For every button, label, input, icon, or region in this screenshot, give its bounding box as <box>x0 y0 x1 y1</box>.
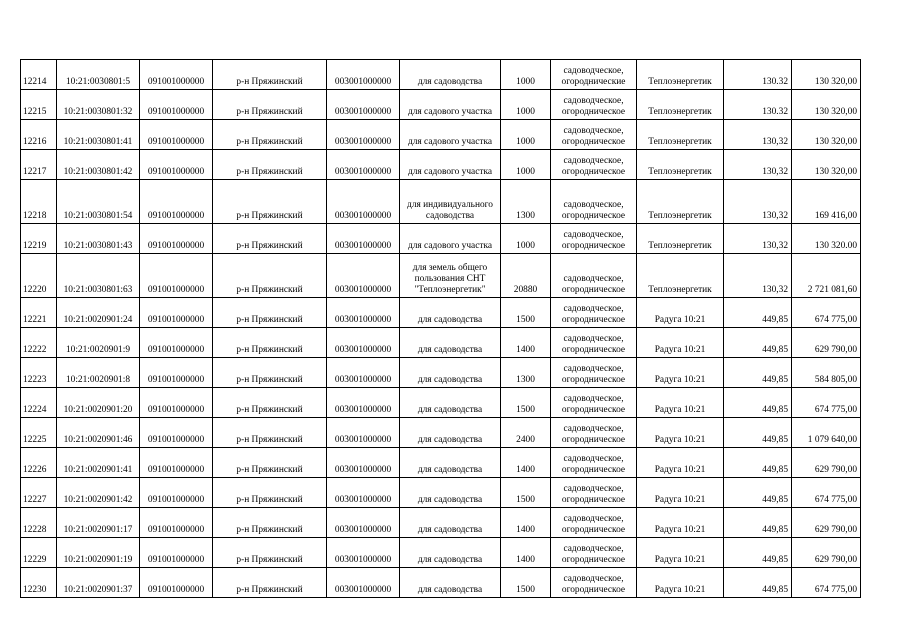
cadastral-value: 674 775,00 <box>792 478 861 508</box>
land-category: садоводческое, огородническое <box>551 388 637 418</box>
land-category: садоводческое, огородническое <box>551 150 637 180</box>
district: р-н Пряжинский <box>213 328 327 358</box>
land-category: садоводческое, огородническое <box>551 508 637 538</box>
oktmo-code: 003001000000 <box>327 358 400 388</box>
table-row <box>21 180 861 224</box>
land-category: садоводческое, огородническое <box>551 328 637 358</box>
okato-code: 091001000000 <box>140 478 213 508</box>
land-category: садоводческое, огородническое <box>551 418 637 448</box>
cadastral-value: 674 775,00 <box>792 568 861 598</box>
association-name: Радуга 10:21 <box>637 418 724 448</box>
cadastral-number: 10:21:0030801:32 <box>57 90 140 120</box>
row-number: 12230 <box>21 568 57 598</box>
okato-code: 091001000000 <box>140 150 213 180</box>
cadastral-number: 10:21:0020901:42 <box>57 478 140 508</box>
row-number: 12218 <box>21 180 57 224</box>
permitted-use: для садового участка <box>400 90 501 120</box>
cadastral-number: 10:21:0020901:46 <box>57 418 140 448</box>
table-row <box>21 508 861 538</box>
cadastral-value: 130 320,00 <box>792 60 861 90</box>
land-category: садоводческое, огородническое <box>551 538 637 568</box>
oktmo-code: 003001000000 <box>327 328 400 358</box>
rate-per-sqm: 130.32 <box>724 90 792 120</box>
oktmo-code: 003001000000 <box>327 60 400 90</box>
table-row <box>21 388 861 418</box>
okato-code: 091001000000 <box>140 254 213 298</box>
okato-code: 091001000000 <box>140 418 213 448</box>
oktmo-code: 003001000000 <box>327 298 400 328</box>
permitted-use: для садоводства <box>400 298 501 328</box>
cadastral-number: 10:21:0020901:8 <box>57 358 140 388</box>
district: р-н Пряжинский <box>213 568 327 598</box>
oktmo-code: 003001000000 <box>327 478 400 508</box>
association-name: Теплоэнергетик <box>637 90 724 120</box>
association-name: Теплоэнергетик <box>637 60 724 90</box>
area: 1300 <box>501 358 551 388</box>
permitted-use: для садового участка <box>400 150 501 180</box>
okato-code: 091001000000 <box>140 90 213 120</box>
land-category: садоводческое, огородническое <box>551 254 637 298</box>
district: р-н Пряжинский <box>213 418 327 448</box>
area: 1500 <box>501 298 551 328</box>
row-number: 12226 <box>21 448 57 478</box>
table-row <box>21 448 861 478</box>
cadastral-number: 10:21:0030801:43 <box>57 224 140 254</box>
land-category: садоводческое, огородническое <box>551 90 637 120</box>
area: 1000 <box>501 150 551 180</box>
district: р-н Пряжинский <box>213 180 327 224</box>
area: 1500 <box>501 388 551 418</box>
area: 1000 <box>501 90 551 120</box>
association-name: Радуга 10:21 <box>637 538 724 568</box>
okato-code: 091001000000 <box>140 224 213 254</box>
okato-code: 091001000000 <box>140 568 213 598</box>
row-number: 12214 <box>21 60 57 90</box>
okato-code: 091001000000 <box>140 60 213 90</box>
table-row <box>21 150 861 180</box>
table-row <box>21 120 861 150</box>
table-row <box>21 328 861 358</box>
rate-per-sqm: 130,32 <box>724 120 792 150</box>
district: р-н Пряжинский <box>213 508 327 538</box>
cadastral-number: 10:21:0030801:42 <box>57 150 140 180</box>
oktmo-code: 003001000000 <box>327 90 400 120</box>
land-category: садоводческое, огородническое <box>551 448 637 478</box>
rate-per-sqm: 449,85 <box>724 388 792 418</box>
row-number: 12221 <box>21 298 57 328</box>
district: р-н Пряжинский <box>213 538 327 568</box>
row-number: 12224 <box>21 388 57 418</box>
permitted-use: для садоводства <box>400 538 501 568</box>
table-row <box>21 298 861 328</box>
rate-per-sqm: 449,85 <box>724 358 792 388</box>
row-number: 12220 <box>21 254 57 298</box>
okato-code: 091001000000 <box>140 358 213 388</box>
oktmo-code: 003001000000 <box>327 224 400 254</box>
oktmo-code: 003001000000 <box>327 254 400 298</box>
district: р-н Пряжинский <box>213 224 327 254</box>
area: 1000 <box>501 60 551 90</box>
association-name: Теплоэнергетик <box>637 224 724 254</box>
district: р-н Пряжинский <box>213 388 327 418</box>
cadastral-value: 629 790,00 <box>792 448 861 478</box>
oktmo-code: 003001000000 <box>327 120 400 150</box>
cadastral-number: 10:21:0020901:20 <box>57 388 140 418</box>
cadastral-number: 10:21:0020901:24 <box>57 298 140 328</box>
area: 1400 <box>501 448 551 478</box>
permitted-use: для земель общего пользования СНТ "Теплоэнергетик" <box>400 254 501 298</box>
association-name: Радуга 10:21 <box>637 388 724 418</box>
land-category: садоводческое, огородническое <box>551 224 637 254</box>
cadastral-number: 10:21:0020901:17 <box>57 508 140 538</box>
row-number: 12219 <box>21 224 57 254</box>
row-number: 12223 <box>21 358 57 388</box>
row-number: 12229 <box>21 538 57 568</box>
oktmo-code: 003001000000 <box>327 418 400 448</box>
area: 2400 <box>501 418 551 448</box>
cadastral-number: 10:21:0030801:41 <box>57 120 140 150</box>
permitted-use: для садоводства <box>400 328 501 358</box>
rate-per-sqm: 130,32 <box>724 254 792 298</box>
district: р-н Пряжинский <box>213 120 327 150</box>
rate-per-sqm: 130,32 <box>724 150 792 180</box>
permitted-use: для садоводства <box>400 358 501 388</box>
association-name: Радуга 10:21 <box>637 328 724 358</box>
area: 20880 <box>501 254 551 298</box>
okato-code: 091001000000 <box>140 298 213 328</box>
district: р-н Пряжинский <box>213 298 327 328</box>
rate-per-sqm: 449,85 <box>724 508 792 538</box>
row-number: 12217 <box>21 150 57 180</box>
okato-code: 091001000000 <box>140 538 213 568</box>
cadastral-value: 629 790,00 <box>792 328 861 358</box>
row-number: 12215 <box>21 90 57 120</box>
cadastral-value: 629 790,00 <box>792 538 861 568</box>
oktmo-code: 003001000000 <box>327 538 400 568</box>
land-category: садоводческое, огородническое <box>551 180 637 224</box>
area: 1500 <box>501 568 551 598</box>
area: 1300 <box>501 180 551 224</box>
oktmo-code: 003001000000 <box>327 388 400 418</box>
permitted-use: для садоводства <box>400 478 501 508</box>
okato-code: 091001000000 <box>140 388 213 418</box>
cadastral-number: 10:21:0020901:41 <box>57 448 140 478</box>
rate-per-sqm: 449,85 <box>724 568 792 598</box>
table-row <box>21 568 861 598</box>
district: р-н Пряжинский <box>213 60 327 90</box>
district: р-н Пряжинский <box>213 448 327 478</box>
cadastral-number: 10:21:0020901:9 <box>57 328 140 358</box>
area: 1500 <box>501 478 551 508</box>
district: р-н Пряжинский <box>213 358 327 388</box>
permitted-use: для садового участка <box>400 120 501 150</box>
association-name: Радуга 10:21 <box>637 508 724 538</box>
rate-per-sqm: 449,85 <box>724 478 792 508</box>
association-name: Радуга 10:21 <box>637 358 724 388</box>
land-category: садоводческое, огородническое <box>551 358 637 388</box>
row-number: 12225 <box>21 418 57 448</box>
permitted-use: для индивидуального садоводства <box>400 180 501 224</box>
district: р-н Пряжинский <box>213 254 327 298</box>
rate-per-sqm: 449,85 <box>724 298 792 328</box>
district: р-н Пряжинский <box>213 478 327 508</box>
rate-per-sqm: 449,85 <box>724 448 792 478</box>
rate-per-sqm: 130,32 <box>724 224 792 254</box>
cadastral-value: 674 775,00 <box>792 388 861 418</box>
district: р-н Пряжинский <box>213 150 327 180</box>
association-name: Радуга 10:21 <box>637 568 724 598</box>
table-row <box>21 358 861 388</box>
oktmo-code: 003001000000 <box>327 508 400 538</box>
permitted-use: для садового участка <box>400 224 501 254</box>
okato-code: 091001000000 <box>140 508 213 538</box>
cadastral-value: 130 320.00 <box>792 224 861 254</box>
row-number: 12228 <box>21 508 57 538</box>
okato-code: 091001000000 <box>140 180 213 224</box>
rate-per-sqm: 449,85 <box>724 538 792 568</box>
cadastral-value: 130 320,00 <box>792 150 861 180</box>
association-name: Радуга 10:21 <box>637 448 724 478</box>
okato-code: 091001000000 <box>140 448 213 478</box>
okato-code: 091001000000 <box>140 120 213 150</box>
table-row <box>21 254 861 298</box>
cadastral-number: 10:21:0030801:54 <box>57 180 140 224</box>
okato-code: 091001000000 <box>140 328 213 358</box>
permitted-use: для садоводства <box>400 60 501 90</box>
cadastral-number: 10:21:0020901:19 <box>57 538 140 568</box>
association-name: Теплоэнергетик <box>637 120 724 150</box>
land-category: садоводческое, огороднические <box>551 60 637 90</box>
area: 1400 <box>501 328 551 358</box>
row-number: 12222 <box>21 328 57 358</box>
cadastral-number: 10:21:0030801:63 <box>57 254 140 298</box>
land-category: садоводческое, огородническое <box>551 120 637 150</box>
table-row <box>21 60 861 90</box>
permitted-use: для садоводства <box>400 448 501 478</box>
land-registry-table <box>20 59 861 598</box>
table-row <box>21 538 861 568</box>
association-name: Теплоэнергетик <box>637 254 724 298</box>
area: 1400 <box>501 508 551 538</box>
cadastral-value: 674 775,00 <box>792 298 861 328</box>
cadastral-value: 130 320,00 <box>792 90 861 120</box>
cadastral-value: 130 320,00 <box>792 120 861 150</box>
land-category: садоводческое, огородническое <box>551 568 637 598</box>
oktmo-code: 003001000000 <box>327 448 400 478</box>
land-category: садоводческое, огородническое <box>551 298 637 328</box>
cadastral-value: 1 079 640,00 <box>792 418 861 448</box>
table-row <box>21 90 861 120</box>
association-name: Теплоэнергетик <box>637 150 724 180</box>
rate-per-sqm: 449,85 <box>724 418 792 448</box>
table-row <box>21 224 861 254</box>
cadastral-value: 629 790,00 <box>792 508 861 538</box>
rate-per-sqm: 130.32 <box>724 60 792 90</box>
row-number: 12227 <box>21 478 57 508</box>
area: 1000 <box>501 224 551 254</box>
oktmo-code: 003001000000 <box>327 150 400 180</box>
table-row <box>21 478 861 508</box>
cadastral-value: 584 805,00 <box>792 358 861 388</box>
area: 1000 <box>501 120 551 150</box>
oktmo-code: 003001000000 <box>327 568 400 598</box>
association-name: Радуга 10:21 <box>637 298 724 328</box>
table-row <box>21 418 861 448</box>
land-category: садоводческое, огородническое <box>551 478 637 508</box>
permitted-use: для садоводства <box>400 418 501 448</box>
area: 1400 <box>501 538 551 568</box>
permitted-use: для садоводства <box>400 508 501 538</box>
cadastral-number: 10:21:0020901:37 <box>57 568 140 598</box>
cadastral-number: 10:21:0030801:5 <box>57 60 140 90</box>
cadastral-value: 2 721 081,60 <box>792 254 861 298</box>
permitted-use: для садоводства <box>400 568 501 598</box>
district: р-н Пряжинский <box>213 90 327 120</box>
rate-per-sqm: 449,85 <box>724 328 792 358</box>
permitted-use: для садоводства <box>400 388 501 418</box>
rate-per-sqm: 130,32 <box>724 180 792 224</box>
association-name: Радуга 10:21 <box>637 478 724 508</box>
row-number: 12216 <box>21 120 57 150</box>
association-name: Теплоэнергетик <box>637 180 724 224</box>
cadastral-value: 169 416,00 <box>792 180 861 224</box>
oktmo-code: 003001000000 <box>327 180 400 224</box>
